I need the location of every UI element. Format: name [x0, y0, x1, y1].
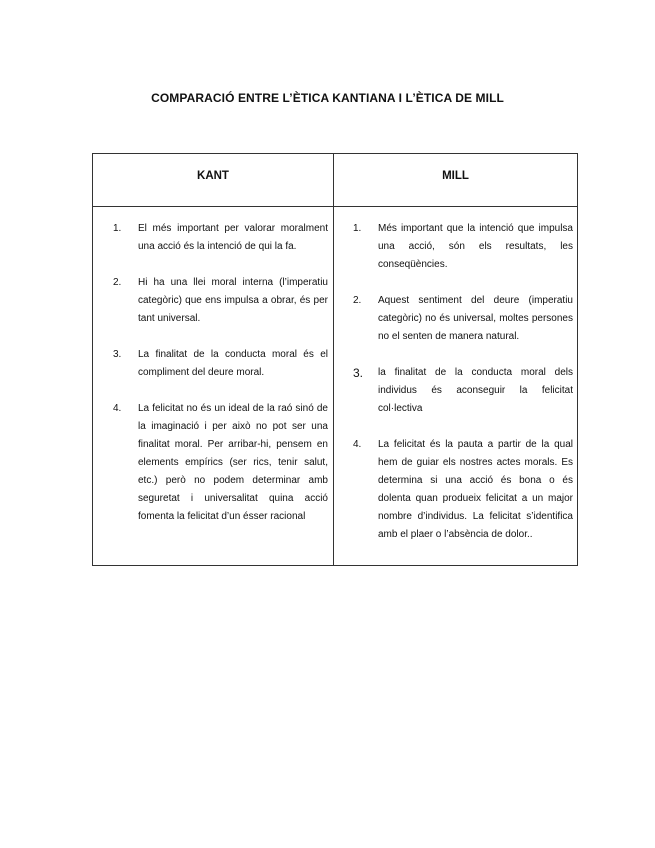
- page-title: COMPARACIÓ ENTRE L’ÈTICA KANTIANA I L’ÈTICA DE MILL: [151, 91, 504, 105]
- kant-column: [113, 220, 328, 544]
- item-number: 2.: [113, 277, 122, 288]
- comparison-table: [92, 153, 578, 566]
- list-item: [353, 292, 573, 346]
- item-text: La felicitat no és un ideal de la raó sinó de la imaginació i per això no pot ser una finalitat moral. Per arribar-hi, pensem en elements empírics (ser rics, tenir salut, etc.) però no podem determinar amb seguretat i universalitat quina acció fomenta la felicitat d’un ésser racional: [138, 403, 328, 522]
- item-number: 4.: [113, 403, 122, 414]
- list-item: [353, 436, 573, 544]
- item-number: 3.: [353, 366, 364, 380]
- item-number: 3.: [113, 349, 122, 360]
- item-number: 1.: [353, 223, 362, 234]
- list-item: [353, 364, 573, 418]
- item-text: Hi ha una llei moral interna (l’imperatiu categòric) que ens impulsa a obrar, és per tant universal.: [138, 277, 328, 324]
- item-text: La felicitat és la pauta a partir de la qual hem de guiar els nostres actes morals. Es determina si una acció és bona o és dolenta quan produeix felicitat a un major nombre d’individus. La felicitat s’identifica amb el plaer o l’absència de dolor..: [378, 439, 573, 540]
- header-divider: [93, 206, 577, 207]
- item-number: 2.: [353, 295, 362, 306]
- kant-header: KANT: [197, 170, 229, 182]
- item-text: La finalitat de la conducta moral és el compliment del deure moral.: [138, 349, 328, 378]
- list-item: [113, 400, 328, 526]
- item-text: Més important que la intenció que impulsa una acció, són els resultats, les conseqüències.: [378, 223, 573, 270]
- mill-header: MILL: [442, 170, 469, 182]
- item-text: El més important per valorar moralment una acció és la intenció de qui la fa.: [138, 223, 328, 252]
- item-text: Aquest sentiment del deure (imperatiu categòric) no és universal, moltes persones no el senten de manera natural.: [378, 295, 573, 342]
- column-divider: [333, 154, 334, 565]
- list-item: [353, 220, 573, 274]
- item-number: 4.: [353, 439, 362, 450]
- item-text: la finalitat de la conducta moral dels individus és aconseguir la felicitat col·lectiva: [378, 367, 573, 414]
- list-item: [113, 220, 328, 256]
- kant-list: [113, 220, 328, 526]
- mill-list: [353, 220, 573, 544]
- item-number: 1.: [113, 223, 122, 234]
- mill-column: [353, 220, 573, 562]
- list-item: [113, 274, 328, 328]
- list-item: [113, 346, 328, 382]
